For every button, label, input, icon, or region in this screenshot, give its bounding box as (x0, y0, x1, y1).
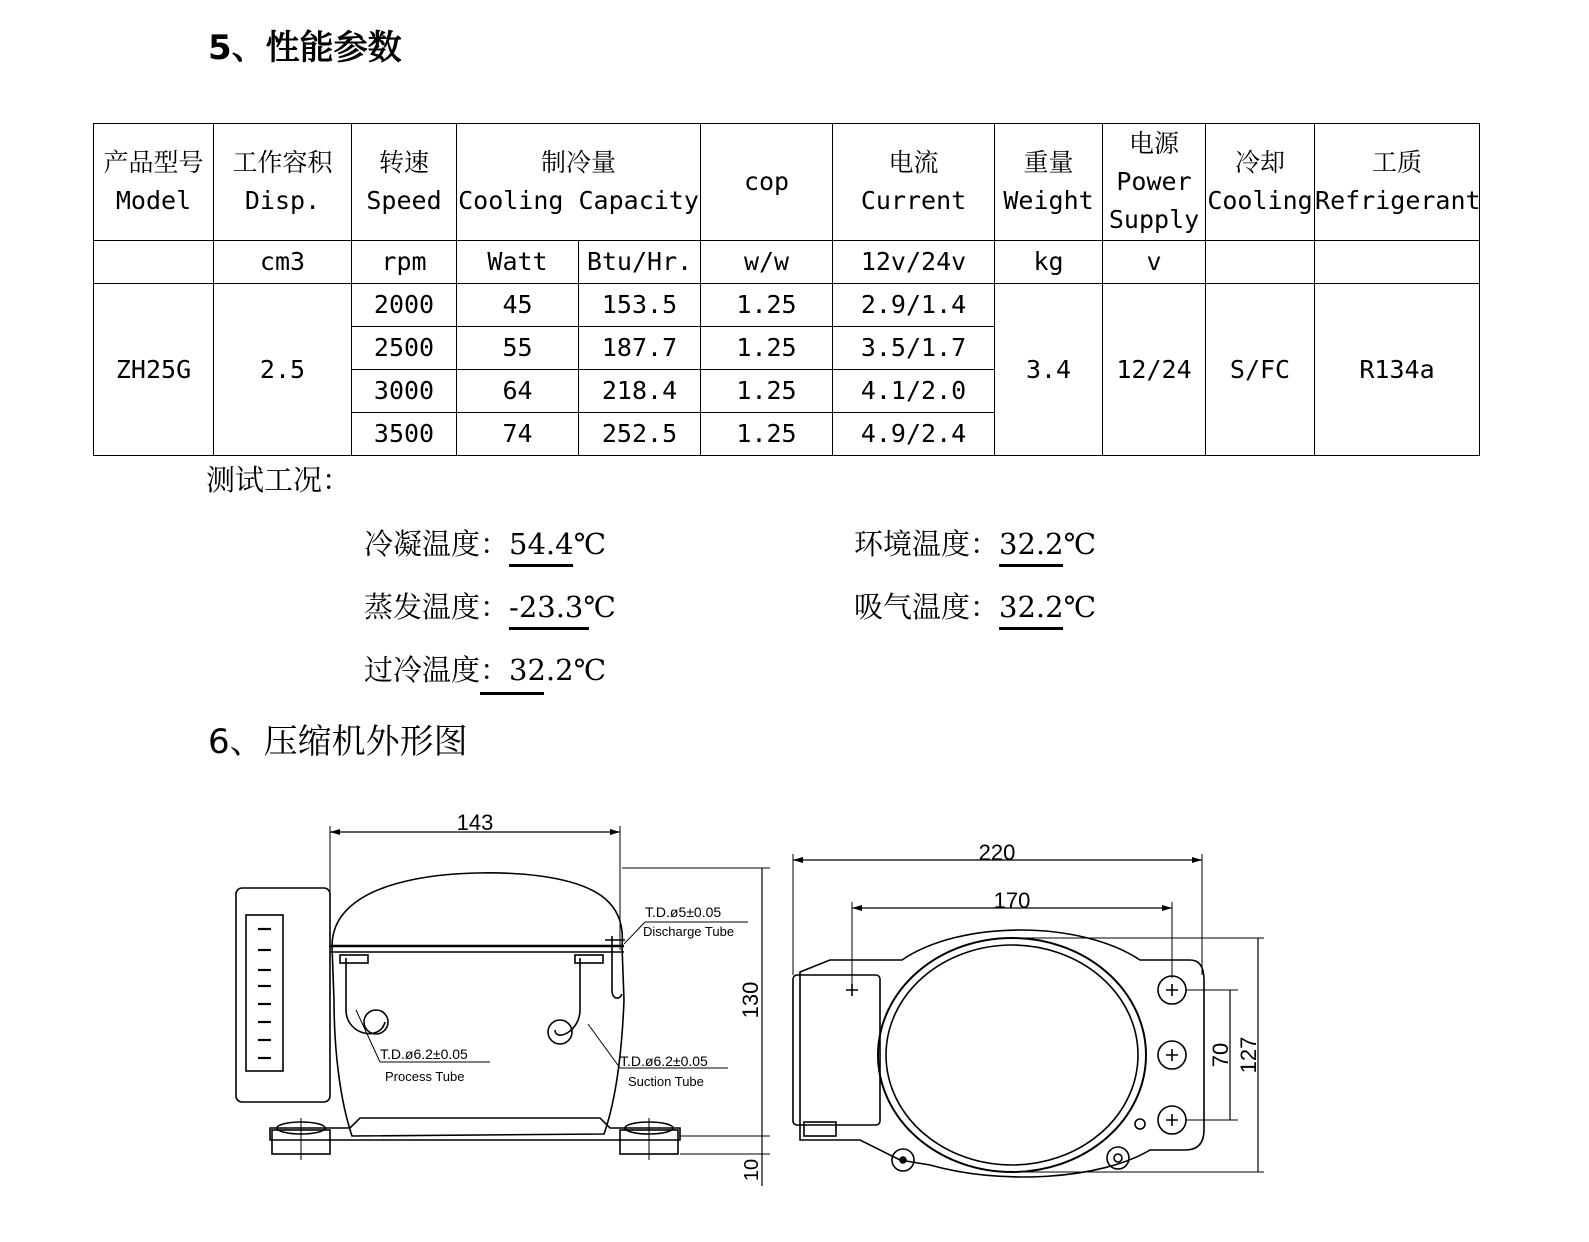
evaporating-temp-unit: ℃ (583, 590, 616, 624)
suction-spec: T.D.ø6.2±0.05 (620, 1053, 708, 1069)
speed-cell: 3000 (352, 370, 457, 413)
unit-cell: Btu/Hr. (579, 241, 701, 284)
suction-label: Suction Tube (628, 1074, 704, 1089)
terminal-strip (246, 915, 283, 1071)
condensing-temp (364, 522, 606, 563)
dim-base: 10 (741, 1158, 763, 1182)
terminal-cover (793, 975, 880, 1125)
model-cell: ZH25G (94, 284, 214, 456)
unit-cell: kg (995, 241, 1103, 284)
ambient-temp-label: 环境温度： (854, 527, 1000, 561)
dim-width: 220 (978, 840, 1016, 865)
unit-cell: 12v/24v (833, 241, 995, 284)
compressor-outline-drawing (0, 780, 1589, 1220)
speed-cell: 2000 (352, 284, 457, 327)
base-plate (270, 1118, 680, 1140)
speed-cell: 2500 (352, 327, 457, 370)
side-view (236, 810, 770, 1186)
units-row (94, 241, 1480, 284)
dim-height: 130 (738, 981, 763, 1019)
dim-mount: 170 (993, 888, 1031, 913)
disp-cell: 2.5 (214, 284, 352, 456)
condensing-temp-unit: ℃ (573, 527, 607, 561)
unit-cell: w/w (701, 241, 833, 284)
subcooling-temp-value: 32.2 (509, 653, 574, 687)
underline (999, 564, 1063, 567)
performance-table (93, 123, 1480, 456)
dim-hole-spacing: 70 (1208, 1042, 1233, 1068)
ambient-temp-value: 32.2 (999, 527, 1064, 561)
underline (480, 692, 544, 695)
discharge-label: Discharge Tube (643, 924, 735, 939)
cop-cell: 1.25 (701, 284, 833, 327)
unit-cell (1206, 241, 1315, 284)
cooling-cell: S/FC (1206, 284, 1315, 456)
watt-cell: 45 (457, 284, 579, 327)
cop-cell: 1.25 (701, 370, 833, 413)
btu-cell: 252.5 (579, 413, 701, 456)
unit-cell: Watt (457, 241, 579, 284)
subcooling-temp (364, 648, 606, 689)
header-speed: 转速 Speed (352, 124, 457, 241)
btu-cell: 218.4 (579, 370, 701, 413)
unit-cell: v (1103, 241, 1206, 284)
subcooling-temp-label: 过冷温度 (364, 653, 481, 687)
underline (999, 627, 1063, 630)
current-cell: 2.9/1.4 (833, 284, 995, 327)
evaporating-temp-value: -23.3 (509, 590, 584, 624)
suction-temp-unit: ℃ (1063, 590, 1097, 624)
header-current: 电流 Current (833, 124, 995, 241)
header-disp: 工作容积 Disp. (214, 124, 352, 241)
btu-cell: 153.5 (579, 284, 701, 327)
refrigerant-cell: R134a (1315, 284, 1480, 456)
section-6-title: 6、压缩机外形图 (208, 722, 468, 762)
watt-cell: 74 (457, 413, 579, 456)
header-cooling: 冷却 Cooling (1206, 124, 1315, 241)
discharge-spec: T.D.ø5±0.05 (645, 904, 722, 920)
header-model: 产品型号 Model (94, 124, 214, 241)
cop-cell: 1.25 (701, 327, 833, 370)
suction-temp-value: 32.2 (999, 590, 1064, 624)
header-refrigerant: 工质 Refrigerant (1315, 124, 1480, 241)
shell-inner (886, 945, 1138, 1165)
process-spec: T.D.ø6.2±0.05 (380, 1046, 468, 1062)
unit-cell (94, 241, 214, 284)
btu-cell: 187.7 (579, 327, 701, 370)
speed-cell: 3500 (352, 413, 457, 456)
dim-total-height: 127 (1236, 1036, 1261, 1074)
header-cooling-capacity: 制冷量 Cooling Capacity (457, 124, 701, 241)
section-5-title: 5、性能参数 (208, 28, 402, 68)
dim-length: 143 (456, 810, 494, 835)
watt-cell: 64 (457, 370, 579, 413)
power-cell: 12/24 (1103, 284, 1206, 456)
header-power-supply: 电源 Power Supply (1103, 124, 1206, 241)
unit-cell: rpm (352, 241, 457, 284)
ambient-temp-unit: ℃ (1063, 527, 1097, 561)
watt-cell: 55 (457, 327, 579, 370)
current-cell: 4.1/2.0 (833, 370, 995, 413)
cop-cell: 1.25 (701, 413, 833, 456)
current-cell: 4.9/2.4 (833, 413, 995, 456)
header-row (94, 124, 1480, 241)
evaporating-temp-label: 蒸发温度： (364, 590, 510, 624)
table-row (94, 284, 1480, 327)
mount-holes (892, 976, 1186, 1171)
unit-cell (1315, 241, 1480, 284)
current-cell: 3.5/1.7 (833, 327, 995, 370)
ambient-temp (854, 522, 1096, 563)
process-label: Process Tube (385, 1069, 465, 1084)
process-tube (346, 958, 385, 1034)
header-weight: 重量 Weight (995, 124, 1103, 241)
unit-cell: cm3 (214, 241, 352, 284)
base-outline (800, 930, 1204, 1177)
evaporating-temp (364, 585, 616, 626)
terminal-marks (258, 929, 271, 1058)
suction-temp (854, 585, 1096, 626)
condensing-temp-value: 54.4 (509, 527, 574, 561)
header-cop: cop (701, 124, 833, 241)
underline (509, 564, 573, 567)
subcooling-temp-colon: ： (480, 653, 510, 687)
weight-cell: 3.4 (995, 284, 1103, 456)
suction-temp-label: 吸气温度： (854, 590, 1000, 624)
top-view (793, 840, 1264, 1177)
underline (509, 627, 589, 630)
shell-outer (878, 938, 1146, 1172)
test-conditions-title: 测试工况： (206, 463, 352, 497)
condensing-temp-label: 冷凝温度： (364, 527, 510, 561)
subcooling-temp-unit: ℃ (573, 653, 607, 687)
